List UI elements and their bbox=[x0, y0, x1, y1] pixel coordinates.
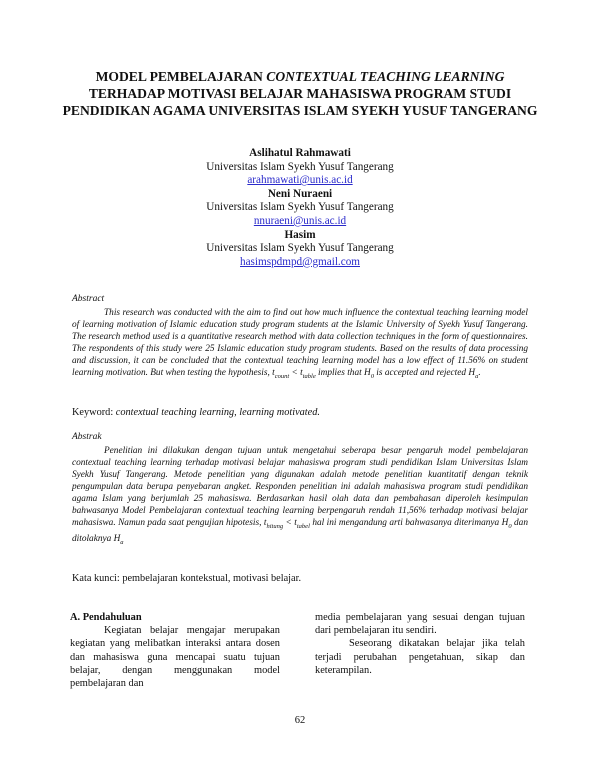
keywords-value: contextual teaching learning, learning motivated. bbox=[115, 407, 320, 418]
kata-kunci-value: pembelajaran kontekstual, motivasi belajar. bbox=[122, 573, 302, 584]
math-h0: $H_0$ bbox=[364, 368, 374, 380]
math-ha: $H_a$ bbox=[468, 368, 479, 380]
abstrak-text-end: dan ditolaknya bbox=[72, 518, 528, 544]
column-right bbox=[315, 611, 525, 677]
author-affiliation: Universitas Islam Syekh Yusuf Tangerang bbox=[206, 160, 394, 173]
author-email-link[interactable]: arahmawati@unis.ac.id bbox=[247, 174, 353, 187]
keywords-en bbox=[72, 407, 320, 418]
abstract-text-mid: implies that bbox=[315, 368, 364, 378]
author-email-link[interactable]: nnuraeni@unis.ac.id bbox=[253, 214, 347, 227]
title-line1-italic: CONTEXTUAL TEACHING LEARNING bbox=[266, 69, 505, 84]
section-paragraph: Seseorang dikatakan belajar jika telah terjadi perubahan pengetahuan, sikap dan keterampilan. bbox=[315, 638, 525, 676]
title-line1-normal: MODEL PEMBELAJARAN bbox=[95, 69, 267, 84]
author-affiliation: Universitas Islam Syekh Yusuf Tangerang bbox=[206, 201, 394, 214]
section-heading: A. Pendahuluan bbox=[70, 612, 142, 623]
abstract-heading: Abstract bbox=[72, 294, 105, 304]
abstrak-heading: Abstrak bbox=[72, 432, 102, 442]
section-paragraph-continued: media pembelajaran yang sesuai dengan tujuan dari pembelajaran itu sendiri. bbox=[315, 612, 525, 637]
math-less-than: < bbox=[283, 518, 295, 528]
keywords-id bbox=[72, 573, 301, 584]
math-less-than: < bbox=[289, 368, 301, 378]
math-t-hitung: $t_{hitung}$ bbox=[263, 518, 284, 530]
author-name: Neni Nuraeni bbox=[267, 187, 333, 200]
author-block bbox=[100, 147, 500, 269]
abstract-text bbox=[72, 307, 528, 383]
section-paragraph: Kegiatan belajar mengajar merupakan kegiatan yang melibatkan interaksi antara dosen dan mahasiswa guna mencapai suatu tujuan belajar, dengan menggunakan model pembelajaran dan bbox=[70, 625, 280, 690]
author-name: Hasim bbox=[284, 228, 316, 241]
abstrak-text-mid: hal ini mengandung arti bahwasanya diterimanya bbox=[309, 518, 502, 528]
math-t-count: $t_{count}$ bbox=[272, 368, 290, 380]
math-t-tabel: $t_{tabel}$ bbox=[294, 518, 310, 530]
paper-title bbox=[60, 68, 540, 119]
column-left bbox=[70, 611, 280, 690]
author-name: Aslihatul Rahmawati bbox=[249, 147, 351, 159]
kata-kunci-label: Kata kunci: bbox=[72, 573, 123, 584]
abstrak-text bbox=[72, 445, 528, 549]
math-ha: $H_a$ bbox=[113, 533, 124, 546]
abstract-text-end: is accepted and rejected bbox=[373, 368, 469, 378]
math-h0: $H_0$ bbox=[501, 518, 512, 530]
author-email-link[interactable]: hasimspdmpd@gmail.com bbox=[240, 255, 360, 268]
abstract-body: This research was conducted with the aim to find out how much influence the contextual teaching learning model of learning motivation of Islamic education study program students at the Islamic University of Syekh Yusuf Tangerang. The research method used is a quantitative research method with data collection techniques in the form of questionnaires. The respondents of this study were 25 Islamic education study program students. Based on the results of data processing and discussion, it can be concluded that the contextual teaching learning model has a low effect of 11.56% on student learning motivation. But when testing the hypothesis, bbox=[72, 308, 528, 378]
abstract-text-tail: . bbox=[478, 368, 481, 378]
abstrak-body: Penelitian ini dilakukan dengan tujuan untuk mengetahui seberapa besar pengaruh model pembelajaran contextual teaching learning terhadap motivasi belajar mahasiswa program studi pendidikan Islam Universitas Islam Syekh Yusuf Tangerang. Metode penelitian yang digunakan adalah metode penelitian kuantitatif dengan teknik pengumpulan data berupa penyebaran angket. Responden penelitian ini adalah mahasiswa program studi pendidikan agama Islam yang berjumlah 25 mahasiswa. Berdasarkan hasil olah data dan pembahasan diperoleh kesimpulan bahwasanya Model Pembelajaran contextual teaching learning berpengaruh rendah 11,56% terhadap motivasi belajar mahasiswa. Namun pada saat pengujian hipotesis, bbox=[72, 446, 528, 528]
math-t-table: $t_{table}$ bbox=[300, 368, 316, 380]
author-affiliation: Universitas Islam Syekh Yusuf Tangerang bbox=[206, 242, 394, 255]
title-rest: TERHADAP MOTIVASI BELAJAR MAHASISWA PROGRAM STUDI PENDIDIKAN AGAMA UNIVERSITAS ISLAM SYEKH YUSUF TANGERANG bbox=[62, 86, 538, 118]
keywords-label: Keyword: bbox=[72, 407, 116, 418]
page-number: 62 bbox=[294, 715, 306, 726]
